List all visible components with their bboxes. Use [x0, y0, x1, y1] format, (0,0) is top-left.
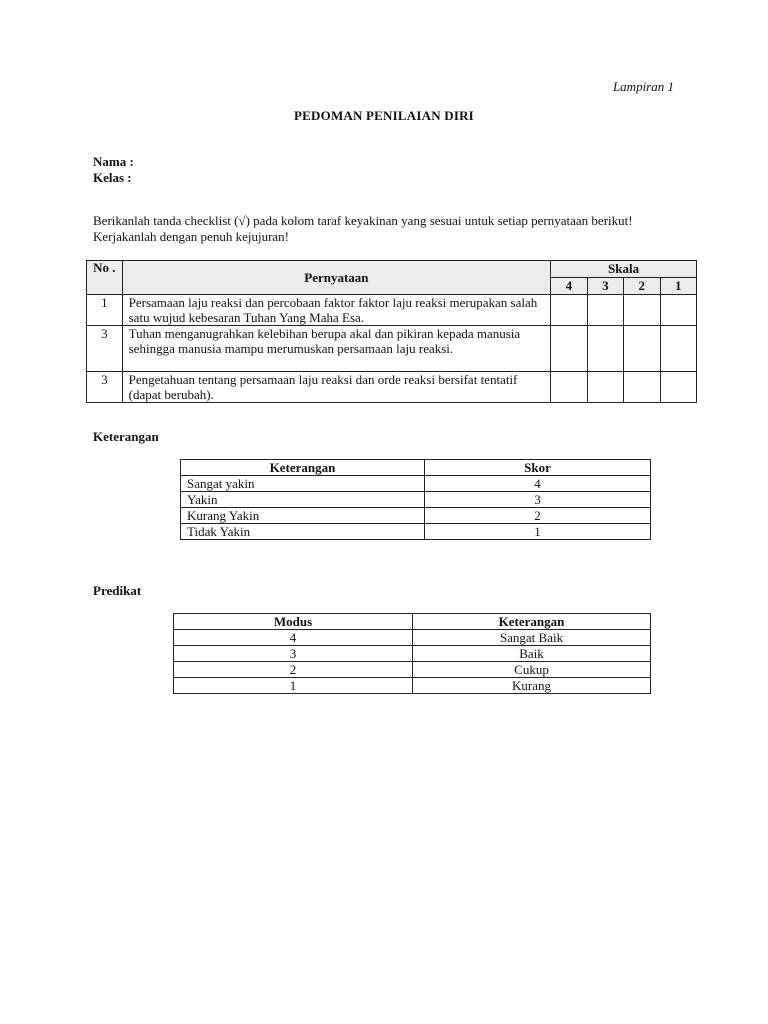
keterangan-cell: Kurang Yakin — [181, 508, 425, 524]
table-row — [174, 646, 651, 662]
instruction-text: Berikanlah tanda checklist (√) pada kolom taraf keyakinan yang sesuai untuk setiap pernyataan berikut! Kerjakanlah dengan penuh kejujuran! — [93, 213, 633, 244]
appendix-label: Lampiran 1 — [612, 79, 674, 94]
skor-cell: 2 — [425, 508, 651, 524]
keterangan-header: Keterangan — [413, 614, 651, 630]
keterangan-table — [180, 459, 651, 540]
scale-checkbox-cell[interactable] — [660, 326, 697, 372]
scale-checkbox-cell[interactable] — [660, 295, 697, 326]
scale-checkbox-cell[interactable] — [660, 372, 697, 403]
modus-header: Modus — [174, 614, 413, 630]
row-number: 1 — [87, 295, 123, 326]
page-title: PEDOMAN PENILAIAN DIRI — [294, 108, 474, 123]
predikat-section-label: Predikat — [93, 583, 142, 598]
scale-checkbox-cell[interactable] — [551, 326, 587, 372]
name-field-label: Nama : — [93, 154, 134, 169]
row-number: 3 — [87, 372, 123, 403]
scale-value: 3 — [587, 278, 623, 295]
table-row — [87, 372, 697, 403]
scale-value: 2 — [624, 278, 660, 295]
table-row — [174, 678, 651, 694]
scale-checkbox-cell[interactable] — [587, 295, 623, 326]
table-row — [87, 295, 697, 326]
table-row — [174, 662, 651, 678]
table-row — [181, 492, 651, 508]
scale-value: 4 — [551, 278, 587, 295]
skor-cell: 1 — [425, 524, 651, 540]
modus-cell: 3 — [174, 646, 413, 662]
predikat-table — [173, 613, 651, 694]
scale-checkbox-cell[interactable] — [551, 295, 587, 326]
scale-checkbox-cell[interactable] — [587, 372, 623, 403]
keterangan-cell: Cukup — [413, 662, 651, 678]
table-row — [181, 508, 651, 524]
header-statement: Pernyataan — [122, 261, 551, 295]
scale-checkbox-cell[interactable] — [624, 326, 660, 372]
modus-cell: 1 — [174, 678, 413, 694]
statement-text: Tuhan menganugrahkan kelebihan berupa akal dan pikiran kepada manusia sehingga manusia mampu merumuskan persamaan laju reaksi. — [122, 326, 551, 372]
keterangan-cell: Baik — [413, 646, 651, 662]
header-scale: Skala — [551, 261, 697, 278]
keterangan-header: Keterangan — [181, 460, 425, 476]
header-number: No . — [87, 261, 123, 295]
table-row — [87, 326, 697, 372]
scale-checkbox-cell[interactable] — [587, 326, 623, 372]
keterangan-cell: Kurang — [413, 678, 651, 694]
class-field-label: Kelas : — [93, 170, 132, 185]
table-row — [181, 476, 651, 492]
modus-cell: 2 — [174, 662, 413, 678]
keterangan-section-label: Keterangan — [93, 429, 159, 444]
keterangan-cell: Sangat yakin — [181, 476, 425, 492]
keterangan-cell: Tidak Yakin — [181, 524, 425, 540]
skor-cell: 4 — [425, 476, 651, 492]
self-assessment-table — [86, 260, 697, 403]
scale-checkbox-cell[interactable] — [624, 372, 660, 403]
scale-checkbox-cell[interactable] — [551, 372, 587, 403]
scale-checkbox-cell[interactable] — [624, 295, 660, 326]
keterangan-cell: Sangat Baik — [413, 630, 651, 646]
table-row — [174, 630, 651, 646]
scale-value: 1 — [660, 278, 697, 295]
skor-header: Skor — [425, 460, 651, 476]
row-number: 3 — [87, 326, 123, 372]
statement-text: Persamaan laju reaksi dan percobaan faktor faktor laju reaksi merupakan salah satu wujud kebesaran Tuhan Yang Maha Esa. — [122, 295, 551, 326]
modus-cell: 4 — [174, 630, 413, 646]
statement-text: Pengetahuan tentang persamaan laju reaksi dan orde reaksi bersifat tentatif (dapat berubah). — [122, 372, 551, 403]
table-row — [181, 524, 651, 540]
keterangan-cell: Yakin — [181, 492, 425, 508]
skor-cell: 3 — [425, 492, 651, 508]
